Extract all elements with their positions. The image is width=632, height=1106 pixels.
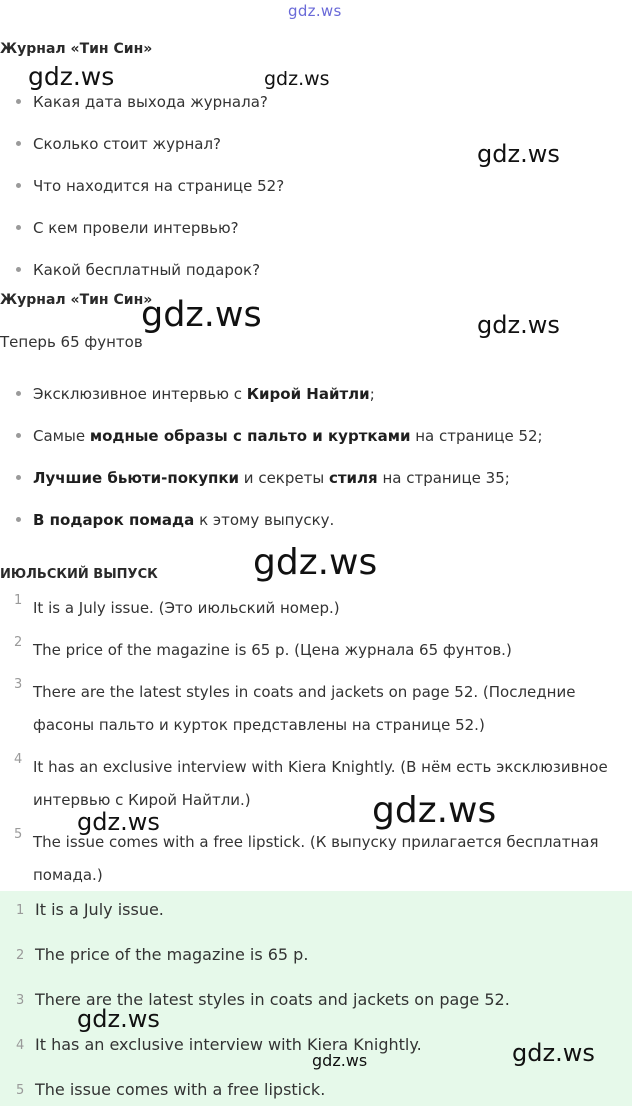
answer-text: The price of the magazine is 65 p. [35, 945, 309, 964]
question-text: Сколько стоит журнал? [33, 135, 222, 153]
watermark: gdz.ws [77, 1005, 160, 1033]
watermark: gdz.ws [77, 808, 160, 836]
list-item [0, 384, 632, 426]
watermark: gdz.ws [312, 1051, 368, 1070]
list-item [0, 426, 632, 468]
bullet-dot [16, 433, 21, 438]
item-number: 4 [14, 752, 23, 767]
answer-box [0, 891, 632, 1106]
list-item [0, 468, 632, 510]
bold-segment: модные образы с пальто и куртками [89, 427, 411, 445]
item-text: It has an exclusive interview with Kiera Knightly. (В нём есть эксклюзивное интервью с Кирой Найтли.) [33, 758, 608, 809]
feature-text [33, 510, 334, 530]
item-number: 3 [14, 677, 23, 692]
watermark: gdz.ws [141, 295, 262, 335]
item-number: 5 [14, 827, 23, 842]
bullet-dot [16, 391, 21, 396]
bullet-dot [16, 141, 21, 146]
feature-text [33, 384, 375, 404]
watermark: gdz.ws [28, 62, 115, 91]
question-text: Какой бесплатный подарок? [33, 261, 261, 279]
answer-text: It is a July issue. [35, 900, 164, 919]
text-segment: Самые [33, 427, 90, 445]
text-segment: на странице 35; [377, 469, 510, 487]
answer-text: The issue comes with a free lipstick. [35, 1080, 326, 1099]
answer-number: 2 [16, 948, 25, 963]
bold-segment: Лучшие бьюти-покупки [33, 469, 240, 487]
watermark: gdz.ws [264, 68, 330, 90]
watermark: gdz.ws [253, 542, 378, 583]
watermark: gdz.ws [372, 790, 497, 831]
item-text: The price of the magazine is 65 p. (Цена журнала 65 фунтов.) [33, 641, 512, 659]
answer-number: 1 [16, 903, 25, 918]
bold-segment: Кирой Найтли [246, 385, 370, 403]
list-item [0, 218, 632, 260]
bullet-dot [16, 475, 21, 480]
section2-heading: Журнал «Тин Син» [0, 292, 153, 308]
answer-text: It has an exclusive interview with Kiera Knightly. [35, 1035, 422, 1054]
feature-text [33, 426, 543, 446]
text-segment: и секреты [239, 469, 329, 487]
feature-text [33, 468, 510, 488]
question-text: Что находится на странице 52? [33, 177, 285, 195]
answer-number: 3 [16, 993, 25, 1008]
bullet-dot [16, 267, 21, 272]
bullet-dot [16, 99, 21, 104]
bold-segment: В подарок помада [33, 511, 195, 529]
answer-number: 5 [16, 1083, 25, 1098]
question-text: Какая дата выхода журнала? [33, 93, 268, 111]
text-segment: на странице 52; [410, 427, 543, 445]
watermark: gdz.ws [512, 1039, 595, 1067]
features-list [0, 384, 632, 552]
text-segment: к этому выпуску. [194, 511, 335, 529]
text-segment: ; [369, 385, 375, 403]
watermark: gdz.ws [477, 140, 560, 168]
section3-heading: ИЮЛЬСКИЙ ВЫПУСК [0, 567, 158, 582]
bullet-dot [16, 225, 21, 230]
text-segment: Эксклюзивное интервью с [33, 385, 247, 403]
list-item [0, 92, 632, 134]
section1-heading: Журнал «Тин Син» [0, 41, 153, 57]
item-number: 2 [14, 635, 23, 650]
item-text: There are the latest styles in coats and jackets on page 52. (Последние фасоны пальто и курток представлены на странице 52.) [33, 683, 576, 734]
list-item [0, 176, 632, 218]
question-text: С кем провели интервью? [33, 219, 239, 237]
questions-list [0, 92, 632, 302]
top-watermark: gdz.ws [288, 2, 342, 20]
bold-segment: стиля [328, 469, 378, 487]
answer-text: There are the latest styles in coats and jackets on page 52. [35, 990, 510, 1009]
item-text: The issue comes with a free lipstick. (К выпуску прилагается бесплатная помада.) [33, 833, 599, 884]
watermark: gdz.ws [477, 311, 560, 339]
item-number: 1 [14, 593, 23, 608]
bullet-dot [16, 517, 21, 522]
bullet-dot [16, 183, 21, 188]
answer-number: 4 [16, 1038, 25, 1053]
item-text: It is a July issue. (Это июльский номер.) [33, 599, 340, 617]
price-line: Теперь 65 фунтов [0, 333, 143, 351]
